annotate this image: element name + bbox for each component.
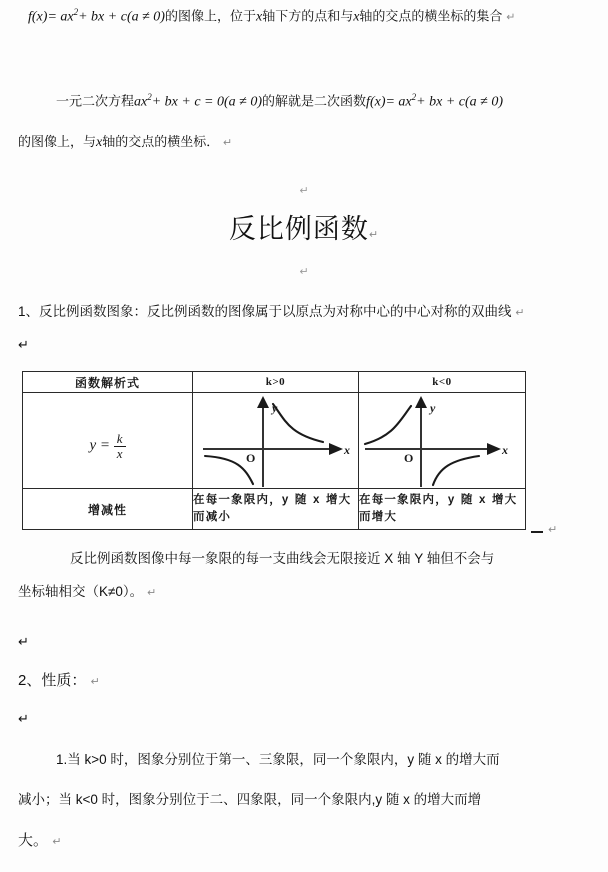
y-axis-arrow-icon [257, 396, 269, 408]
property-1-line-3-text: 大。 [18, 832, 49, 849]
property-1-line-2: 减小；当 k<0 时，图象分别位于二、四象限，同一个象限内,y 随 x 的增大而增 [18, 792, 482, 807]
intro-math-exponent: 2 [73, 7, 79, 17]
equation-expr-2-exponent: 2 [411, 92, 417, 102]
paragraph-mark-icon: ↵ [146, 586, 157, 599]
hyperbola-k-positive-graph [193, 394, 357, 487]
origin-label: O [246, 451, 256, 465]
formula-cell [23, 393, 193, 489]
intro-math-f: f [28, 9, 32, 25]
note-line-1: 反比例函数图像中每一象限的每一支曲线会无限接近 X 轴 Y 轴但不会与 [70, 551, 495, 566]
formula-numerator: k [116, 431, 123, 447]
equation-expr-1-exponent: 2 [147, 92, 152, 102]
property-1-line-3 [18, 833, 61, 849]
formula-denominator: x [114, 446, 126, 461]
y-axis-label: y [272, 401, 278, 415]
y-axis-label: y [430, 401, 436, 415]
hyperbola-branch-quadrant-4 [433, 456, 479, 485]
origin-label: O [404, 451, 414, 465]
intro-paragraph [28, 8, 515, 25]
hyperbola-k-negative-graph [359, 394, 523, 487]
equation-expr-2-paren: (x) [369, 94, 386, 110]
graph-cell-k-negative [359, 393, 526, 489]
equation-paragraph-line2 [18, 135, 232, 151]
intro-math-condition: (a ≠ 0) [126, 9, 165, 25]
equation-expr-2-f: f [366, 94, 370, 110]
equation-paragraph-line1 [56, 93, 503, 110]
x-axis-label: x [344, 443, 350, 457]
function-table-container [22, 371, 525, 530]
paragraph-mark-icon: ↵ [548, 523, 558, 536]
monotonicity-k-negative: 在每一象限内，y 随 x 增大而增大 [359, 489, 526, 530]
intro-x-var-2: x [353, 9, 360, 25]
note-line-2 [18, 585, 156, 599]
graph-cell-k-positive [193, 393, 359, 489]
equation-expr-2-condition: (a ≠ 0) [464, 94, 503, 110]
table-header-k-positive: k>0 [193, 372, 359, 393]
equation-line2-text-2: 轴的交点的横坐标． [102, 134, 220, 149]
scan-artifact [531, 531, 543, 533]
property-1-line-1: 1.当 k>0 时，图象分别位于第一、三象限，同一个象限内，y 随 x 的增大而 [56, 752, 500, 767]
hyperbola-branch-quadrant-1 [273, 404, 323, 442]
paragraph-mark-icon: ↵ [90, 675, 100, 688]
function-table [22, 371, 526, 530]
paragraph-mark-icon: ↵ [18, 634, 29, 649]
paragraph-mark-icon: ↵ [18, 711, 29, 726]
section-2-heading-text: 2、性质： [18, 672, 87, 689]
equation-expr-1-rest: + bx + c = 0 [151, 94, 225, 110]
x-axis-label: x [502, 443, 508, 457]
paragraph-mark-icon: ↵ [368, 228, 380, 241]
x-axis-arrow-icon [329, 443, 343, 455]
y-axis-arrow-icon [415, 396, 427, 408]
inverse-function-formula [89, 432, 125, 460]
monotonicity-k-positive: 在每一象限内，y 随 x 增大而减小 [193, 489, 359, 530]
section-2-heading [18, 673, 100, 689]
page-title-text: 反比例函数 [228, 214, 369, 244]
intro-math-paren: (x) [31, 9, 48, 25]
paragraph-mark-icon: ↵ [222, 136, 233, 149]
intro-math-rest: + bx + c [78, 9, 127, 25]
intro-text-3: 轴的交点的横坐标的集合 [359, 8, 503, 24]
section-1-heading-text: 1、反比例函数图象：反比例函数的图像属于以原点为对称中心的中心对称的双曲线 [18, 304, 512, 319]
formula-fraction [114, 432, 126, 460]
table-header-k-negative: k<0 [359, 372, 526, 393]
page-title [0, 207, 608, 246]
equation-line2-x-var: x [96, 135, 103, 150]
equation-middle-text: 的解就是二次函数 [262, 93, 367, 109]
formula-equals: = [99, 437, 110, 454]
equation-lead-text: 一元二次方程 [56, 93, 135, 109]
formula-y: y [89, 437, 97, 454]
equation-expr-1-condition: (a ≠ 0) [224, 94, 263, 110]
section-1-heading [18, 305, 525, 319]
note-line-2-text: 坐标轴相交（K≠0）。 [18, 584, 144, 599]
table-header-row [23, 372, 526, 393]
paragraph-mark-icon: ↵ [515, 306, 525, 319]
equation-expr-1: ax [134, 94, 148, 110]
intro-text-1: 的图像上，位于 [164, 8, 256, 24]
paragraph-mark-icon: ↵ [18, 337, 29, 352]
equation-expr-2-eq: = ax [385, 94, 412, 110]
paragraph-mark-icon: ↵ [52, 835, 62, 848]
x-axis-arrow-icon [487, 443, 501, 455]
table-header-formula: 函数解析式 [23, 372, 193, 393]
intro-math-eq: = ax [47, 9, 74, 25]
equation-line2-text-1: 的图像上，与 [18, 134, 97, 149]
intro-x-var-1: x [255, 9, 263, 25]
paragraph-mark-icon: ↵ [299, 266, 309, 278]
hyperbola-branch-quadrant-2 [365, 406, 411, 444]
paragraph-mark-icon: ↵ [506, 10, 516, 24]
table-monotonicity-row [23, 489, 526, 530]
paragraph-mark-icon: ↵ [299, 185, 309, 197]
equation-expr-2-rest: + bx + c [416, 94, 465, 110]
monotonicity-label: 增减性 [23, 489, 193, 530]
intro-text-2: 轴下方的点和与 [262, 8, 354, 24]
table-graph-row [23, 393, 526, 489]
